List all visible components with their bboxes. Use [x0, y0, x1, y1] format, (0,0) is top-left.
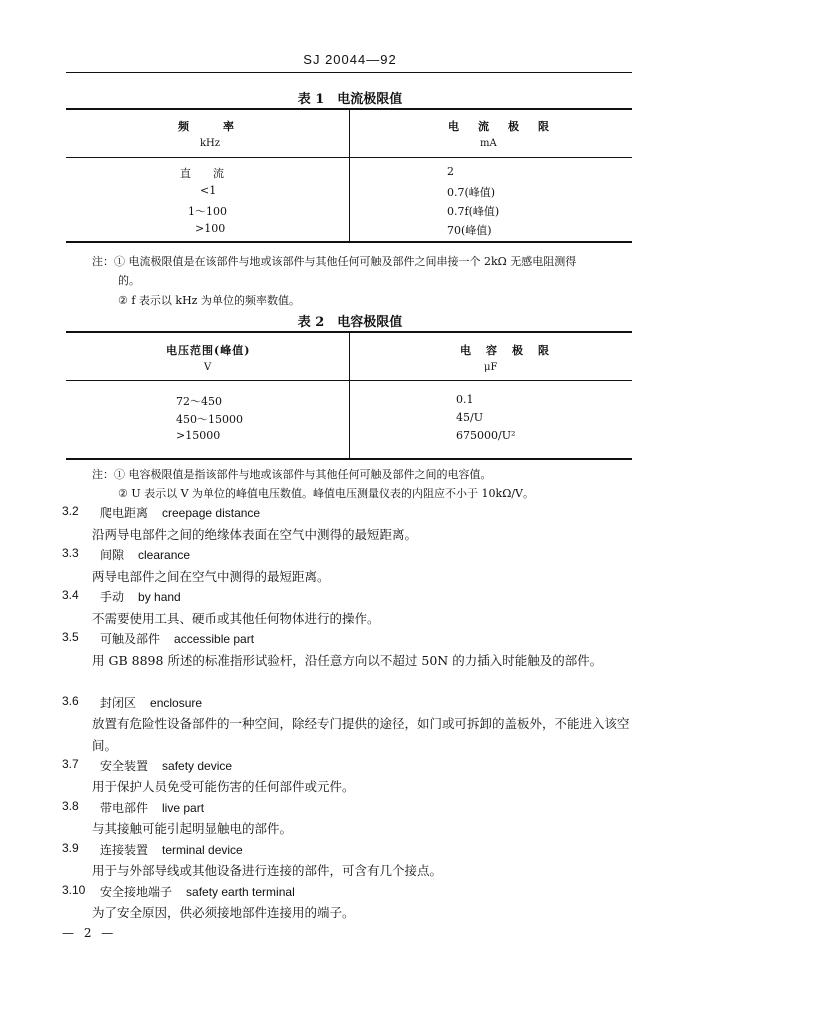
clause-body: 两导电部件之间在空气中测得的最短距离。 [92, 569, 330, 584]
clause-body: 放置有危险性设备部件的一种空间，除经专门提供的途径，如门或可拆卸的盖板外，不能进入该空间。 [92, 716, 630, 753]
clause-title [100, 757, 232, 774]
clause-title [100, 546, 190, 563]
clause-title-en: safety device [162, 759, 233, 773]
clause-title-cn: 带电部件 [100, 801, 149, 815]
clause-body: 为了安全原因，供必须接地部件连接用的端子。 [92, 905, 355, 920]
clause-number: 3.4 [62, 588, 79, 602]
clause-title-cn: 安全接地端子 [100, 885, 173, 899]
table2-col2-header: 电 容 极 限 [460, 344, 551, 357]
clause-body: 用于与外部导线或其他设备进行连接的部件，可含有几个接点。 [92, 863, 443, 878]
table2-row-voltage: 450～15000 [176, 413, 243, 426]
clause-body: 沿两导电部件之间的绝缘体表面在空气中测得的最短距离。 [92, 527, 418, 542]
table2-row-limit: 45/U [456, 411, 483, 424]
clause-number: 3.5 [62, 630, 79, 644]
document-code: SJ 20044—92 [303, 52, 397, 67]
table2-row-limit: 0.1 [456, 393, 474, 406]
table1-column-divider [349, 109, 350, 242]
table2-caption: 表 2 电容极限值 [297, 315, 403, 330]
table2-column-divider [349, 332, 350, 459]
table1-row-freq: 1～100 [188, 205, 227, 218]
page-number: — 2 — [62, 926, 117, 940]
table2-col1-header: 电压范围(峰值) [166, 344, 251, 357]
table1-row-limit: 0.7f(峰值) [447, 205, 500, 218]
clause-number: 3.3 [62, 546, 79, 560]
clause-number: 3.10 [62, 883, 86, 897]
table1-note: ② f 表示以 kHz 为单位的频率数值。 [118, 294, 300, 307]
clause-number: 3.8 [62, 799, 79, 813]
clause-number: 3.9 [62, 841, 79, 855]
clause-title-cn: 爬电距离 [100, 506, 149, 520]
table1-note: 的。 [118, 274, 140, 287]
clause-title-en: creepage distance [162, 506, 261, 520]
table1-col1-unit: kHz [200, 138, 221, 149]
clause-title-cn: 连接装置 [100, 843, 149, 857]
table1-row-freq: 直 流 [180, 167, 224, 180]
clause-title-cn: 间隙 [100, 548, 125, 562]
table2-note: ② U 表示以 V 为单位的峰值电压数值。峰值电压测量仪表的内阻应不小于 10kΩ/V。 [118, 487, 534, 500]
clause-number: 3.6 [62, 694, 79, 708]
table2-col1-unit: V [204, 362, 212, 373]
header-rule [66, 72, 632, 73]
table2-row-voltage: 72～450 [176, 395, 222, 408]
table1-row-limit: 70(峰值) [447, 224, 492, 237]
table1-note: 注：① 电流极限值是在该部件与地或该部件与其他任何可触及部件之间串接一个 2kΩ 无感电阻测得 [92, 255, 577, 268]
clause-number: 3.2 [62, 504, 79, 518]
table2-row-voltage: >15000 [176, 429, 221, 442]
clause-title-en: accessible part [174, 632, 255, 646]
clause-title-en: clearance [138, 548, 191, 562]
clause-title [100, 883, 295, 900]
clause-title-cn: 可触及部件 [100, 632, 161, 646]
clause-title [100, 841, 243, 858]
clause-title [100, 799, 204, 816]
clause-title-cn: 封闭区 [100, 696, 137, 710]
table1-row-limit: 2 [447, 165, 454, 178]
table2-row-limit: 675000/U² [456, 429, 516, 442]
clause-title [100, 588, 181, 605]
clause-body: 用 GB 8898 所述的标准指形试验杆，沿任意方向以不超过 50N 的力插入时能触及的部件。 [92, 653, 603, 668]
table1-row-freq: >100 [195, 222, 226, 235]
table1-col1-header: 频 率 [178, 120, 238, 133]
clause-title-en: by hand [138, 590, 181, 604]
clause-title-en: terminal device [162, 843, 243, 857]
clause-title-en: enclosure [150, 696, 203, 710]
table1-col2-header: 电 流 极 限 [448, 120, 553, 133]
clause-title [100, 630, 254, 647]
clause-number: 3.7 [62, 757, 79, 771]
clause-title [100, 504, 260, 521]
table1-row-limit: 0.7(峰值) [447, 186, 496, 199]
table1-row-freq: <1 [200, 184, 217, 197]
clause-title-cn: 手动 [100, 590, 125, 604]
clause-title-cn: 安全装置 [100, 759, 149, 773]
clause-title-en: live part [162, 801, 205, 815]
clause-body: 不需要使用工具、硬币或其他任何物体进行的操作。 [92, 611, 380, 626]
clause-title-en: safety earth terminal [186, 885, 295, 899]
table1-caption: 表 1 电流极限值 [297, 92, 403, 107]
table2-note: 注：① 电容极限值是指该部件与地或该部件与其他任何可触及部件之间的电容值。 [92, 468, 492, 481]
clause-title [100, 694, 202, 711]
clause-body: 与其接触可能引起明显触电的部件。 [92, 821, 293, 836]
table1-col2-unit: mA [480, 138, 497, 149]
clause-body: 用于保护人员免受可能伤害的任何部件或元件。 [92, 779, 355, 794]
table2-col2-unit: μF [484, 362, 498, 373]
